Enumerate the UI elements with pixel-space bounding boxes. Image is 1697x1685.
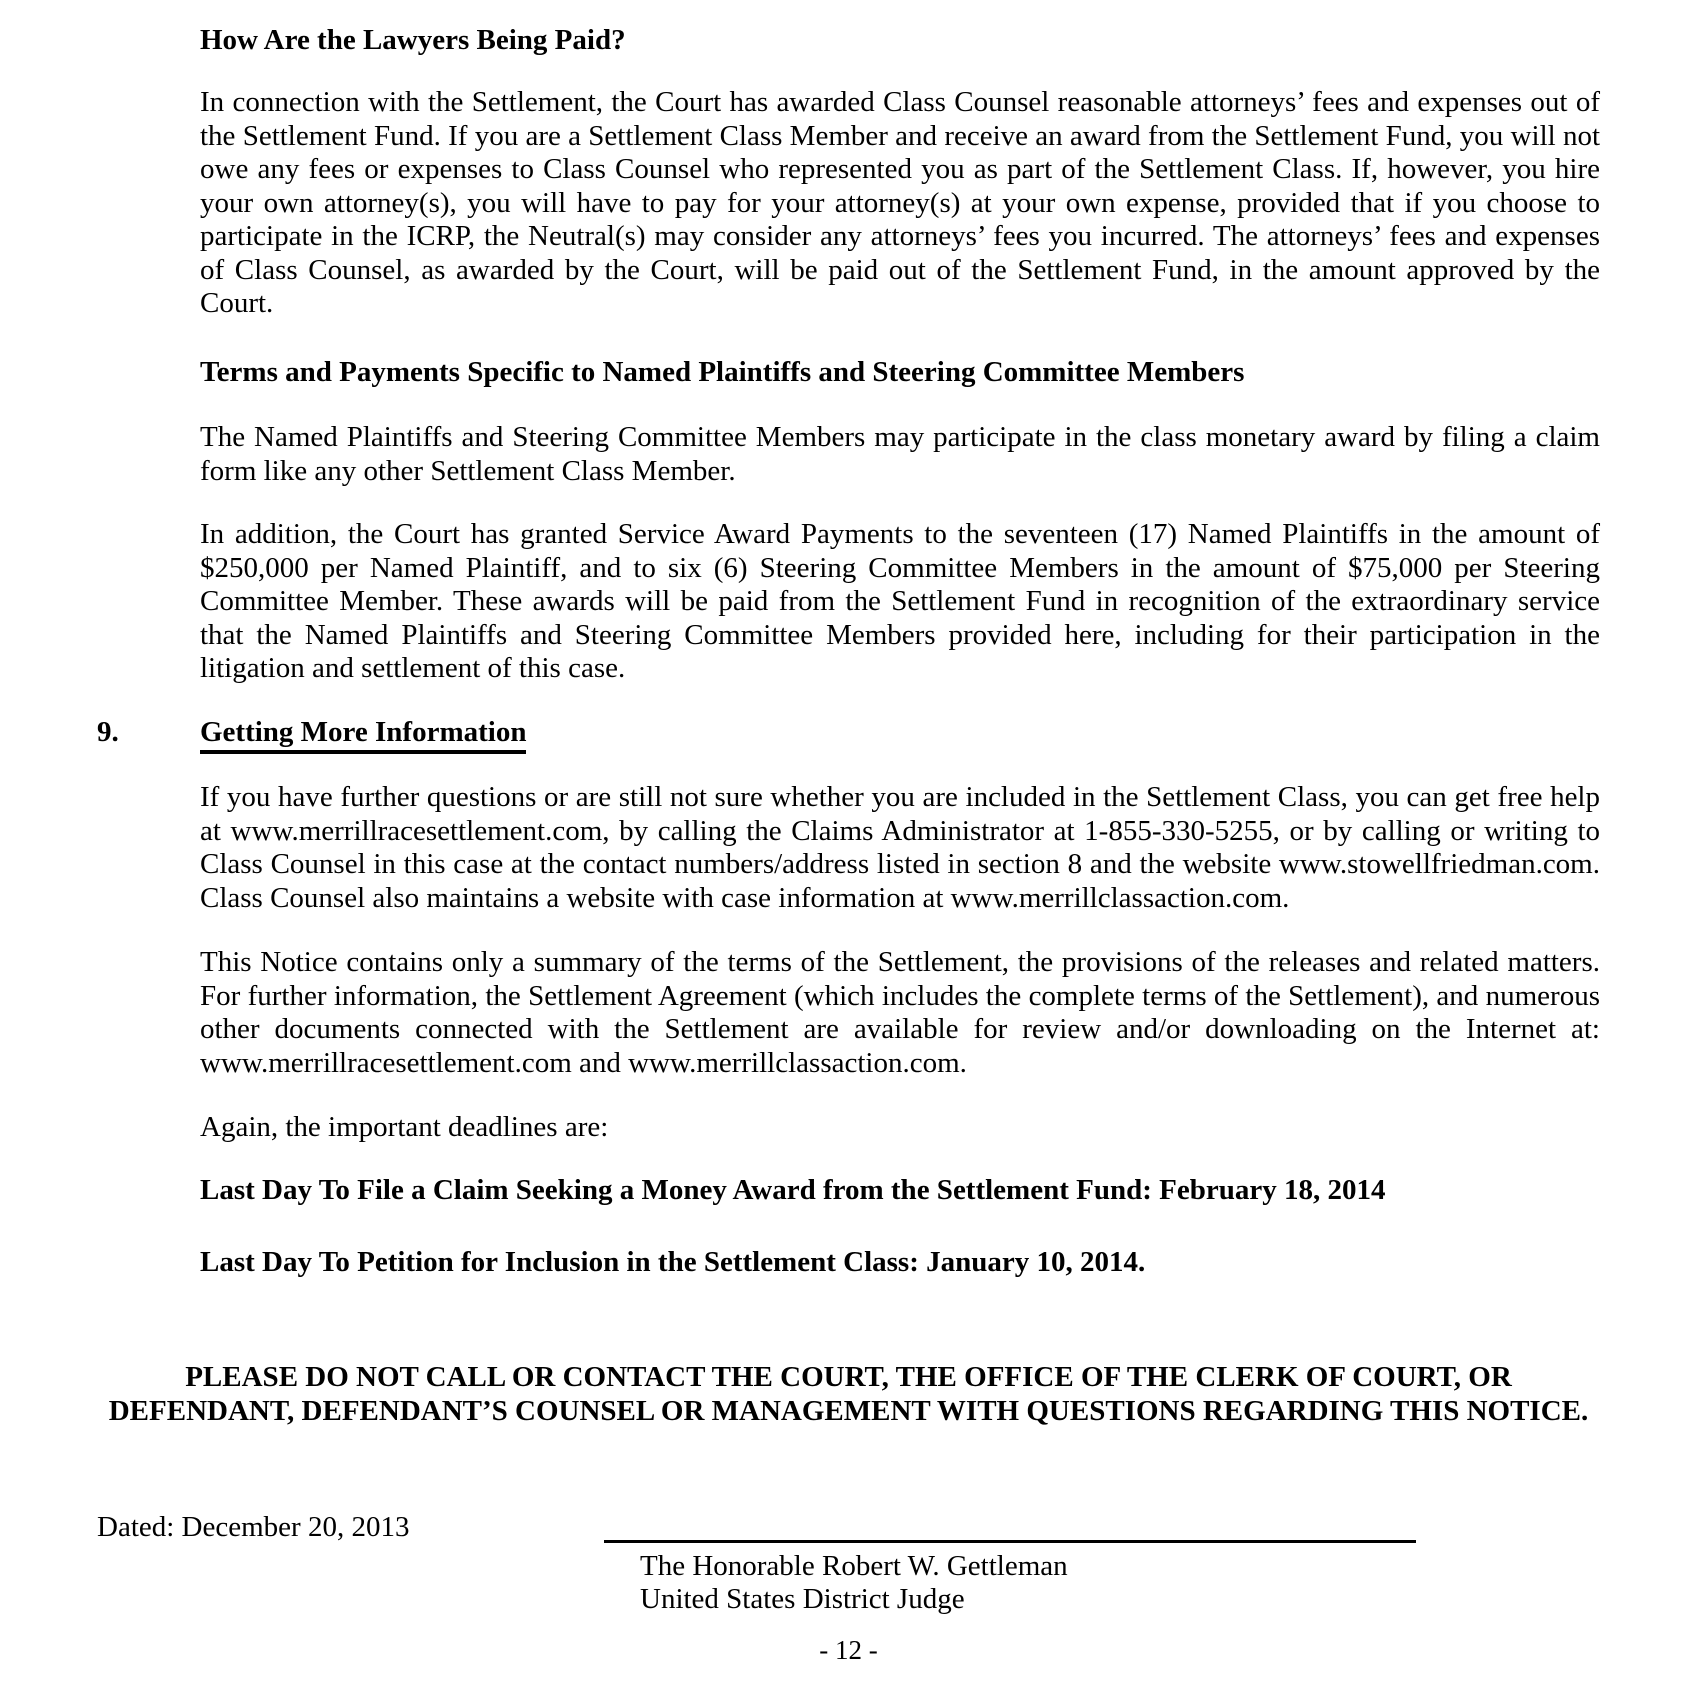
deadline-petition-inclusion: Last Day To Petition for Inclusion in the Settlement Class: January 10, 2014. bbox=[200, 1246, 1146, 1278]
section-9-title: Getting More Information bbox=[200, 716, 526, 754]
paragraph-deadlines-intro: Again, the important deadlines are: bbox=[200, 1111, 609, 1143]
dated-line: Dated: December 20, 2013 bbox=[97, 1511, 410, 1543]
warning-do-not-contact-court: PLEASE DO NOT CALL OR CONTACT THE COURT, THE OFFICE OF THE CLERK OF COURT, OR DEFENDANT, DEFENDANT’S COUNSEL OR MANAGEMENT WITH QUESTIONS REGARDING THIS NOTICE. bbox=[108, 1361, 1589, 1427]
paragraph-more-info-help: If you have further questions or are still not sure whether you are included in the Settlement Class, you can get free help at www.merrillracesettlement.com, by calling the Claims Administrator at 1-855-330-5255, or by calling or writing to Class Counsel in this case at the contact numbers/address listed in section 8 and the website www.stowellfriedman.com. Class Counsel also maintains a website with case information at www.merrillclassaction.com. bbox=[200, 781, 1600, 914]
heading-terms-payments: Terms and Payments Specific to Named Plaintiffs and Steering Committee Members bbox=[200, 356, 1245, 388]
deadline-claim-filing: Last Day To File a Claim Seeking a Money Award from the Settlement Fund: February 18, 2014 bbox=[200, 1174, 1386, 1206]
signature-judge-name: The Honorable Robert W. Gettleman bbox=[640, 1550, 1068, 1582]
section-9-number: 9. bbox=[97, 716, 119, 748]
heading-how-lawyers-paid: How Are the Lawyers Being Paid? bbox=[200, 24, 626, 56]
paragraph-service-awards: In addition, the Court has granted Service Award Payments to the seventeen (17) Named Plaintiffs in the amount of $250,000 per Named Plaintiff, and to six (6) Steering Committee Members in the amount of $75,000 per Steering Committee Member. These awards will be paid from the Settlement Fund in recognition of the extraordinary service that the Named Plaintiffs and Steering Committee Members provided here, including for their participation in the litigation and settlement of this case. bbox=[200, 518, 1600, 684]
page-number: - 12 - bbox=[819, 1635, 878, 1665]
paragraph-lawyers-paid-body: In connection with the Settlement, the Court has awarded Class Counsel reasonable attorneys’ fees and expenses out of the Settlement Fund. If you are a Settlement Class Member and receive an award from the Settlement Fund, you will not owe any fees or expenses to Class Counsel who represented you as part of the Settlement Class. If, however, you hire your own attorney(s), you will have to pay for your attorney(s) at your own expense, provided that if you choose to participate in the ICRP, the Neutral(s) may consider any attorneys’ fees you incurred. The attorneys’ fees and expenses of Class Counsel, as awarded by the Court, will be paid out of the Settlement Fund, in the amount approved by the Court. bbox=[200, 86, 1600, 319]
signature-block bbox=[604, 1540, 1416, 1616]
paragraph-named-plaintiffs-participate: The Named Plaintiffs and Steering Committee Members may participate in the class monetary award by filing a claim form like any other Settlement Class Member. bbox=[200, 421, 1600, 487]
signature-judge-title: United States District Judge bbox=[640, 1583, 965, 1615]
paragraph-notice-summary: This Notice contains only a summary of the terms of the Settlement, the provisions of the releases and related matters. For further information, the Settlement Agreement (which includes the complete terms of the Settlement), and numerous other documents connected with the Settlement are available for review and/or downloading on the Internet at: www.merrillracesettlement.com and www.merrillclassaction.com. bbox=[200, 946, 1600, 1079]
section-9-heading bbox=[97, 716, 1600, 750]
